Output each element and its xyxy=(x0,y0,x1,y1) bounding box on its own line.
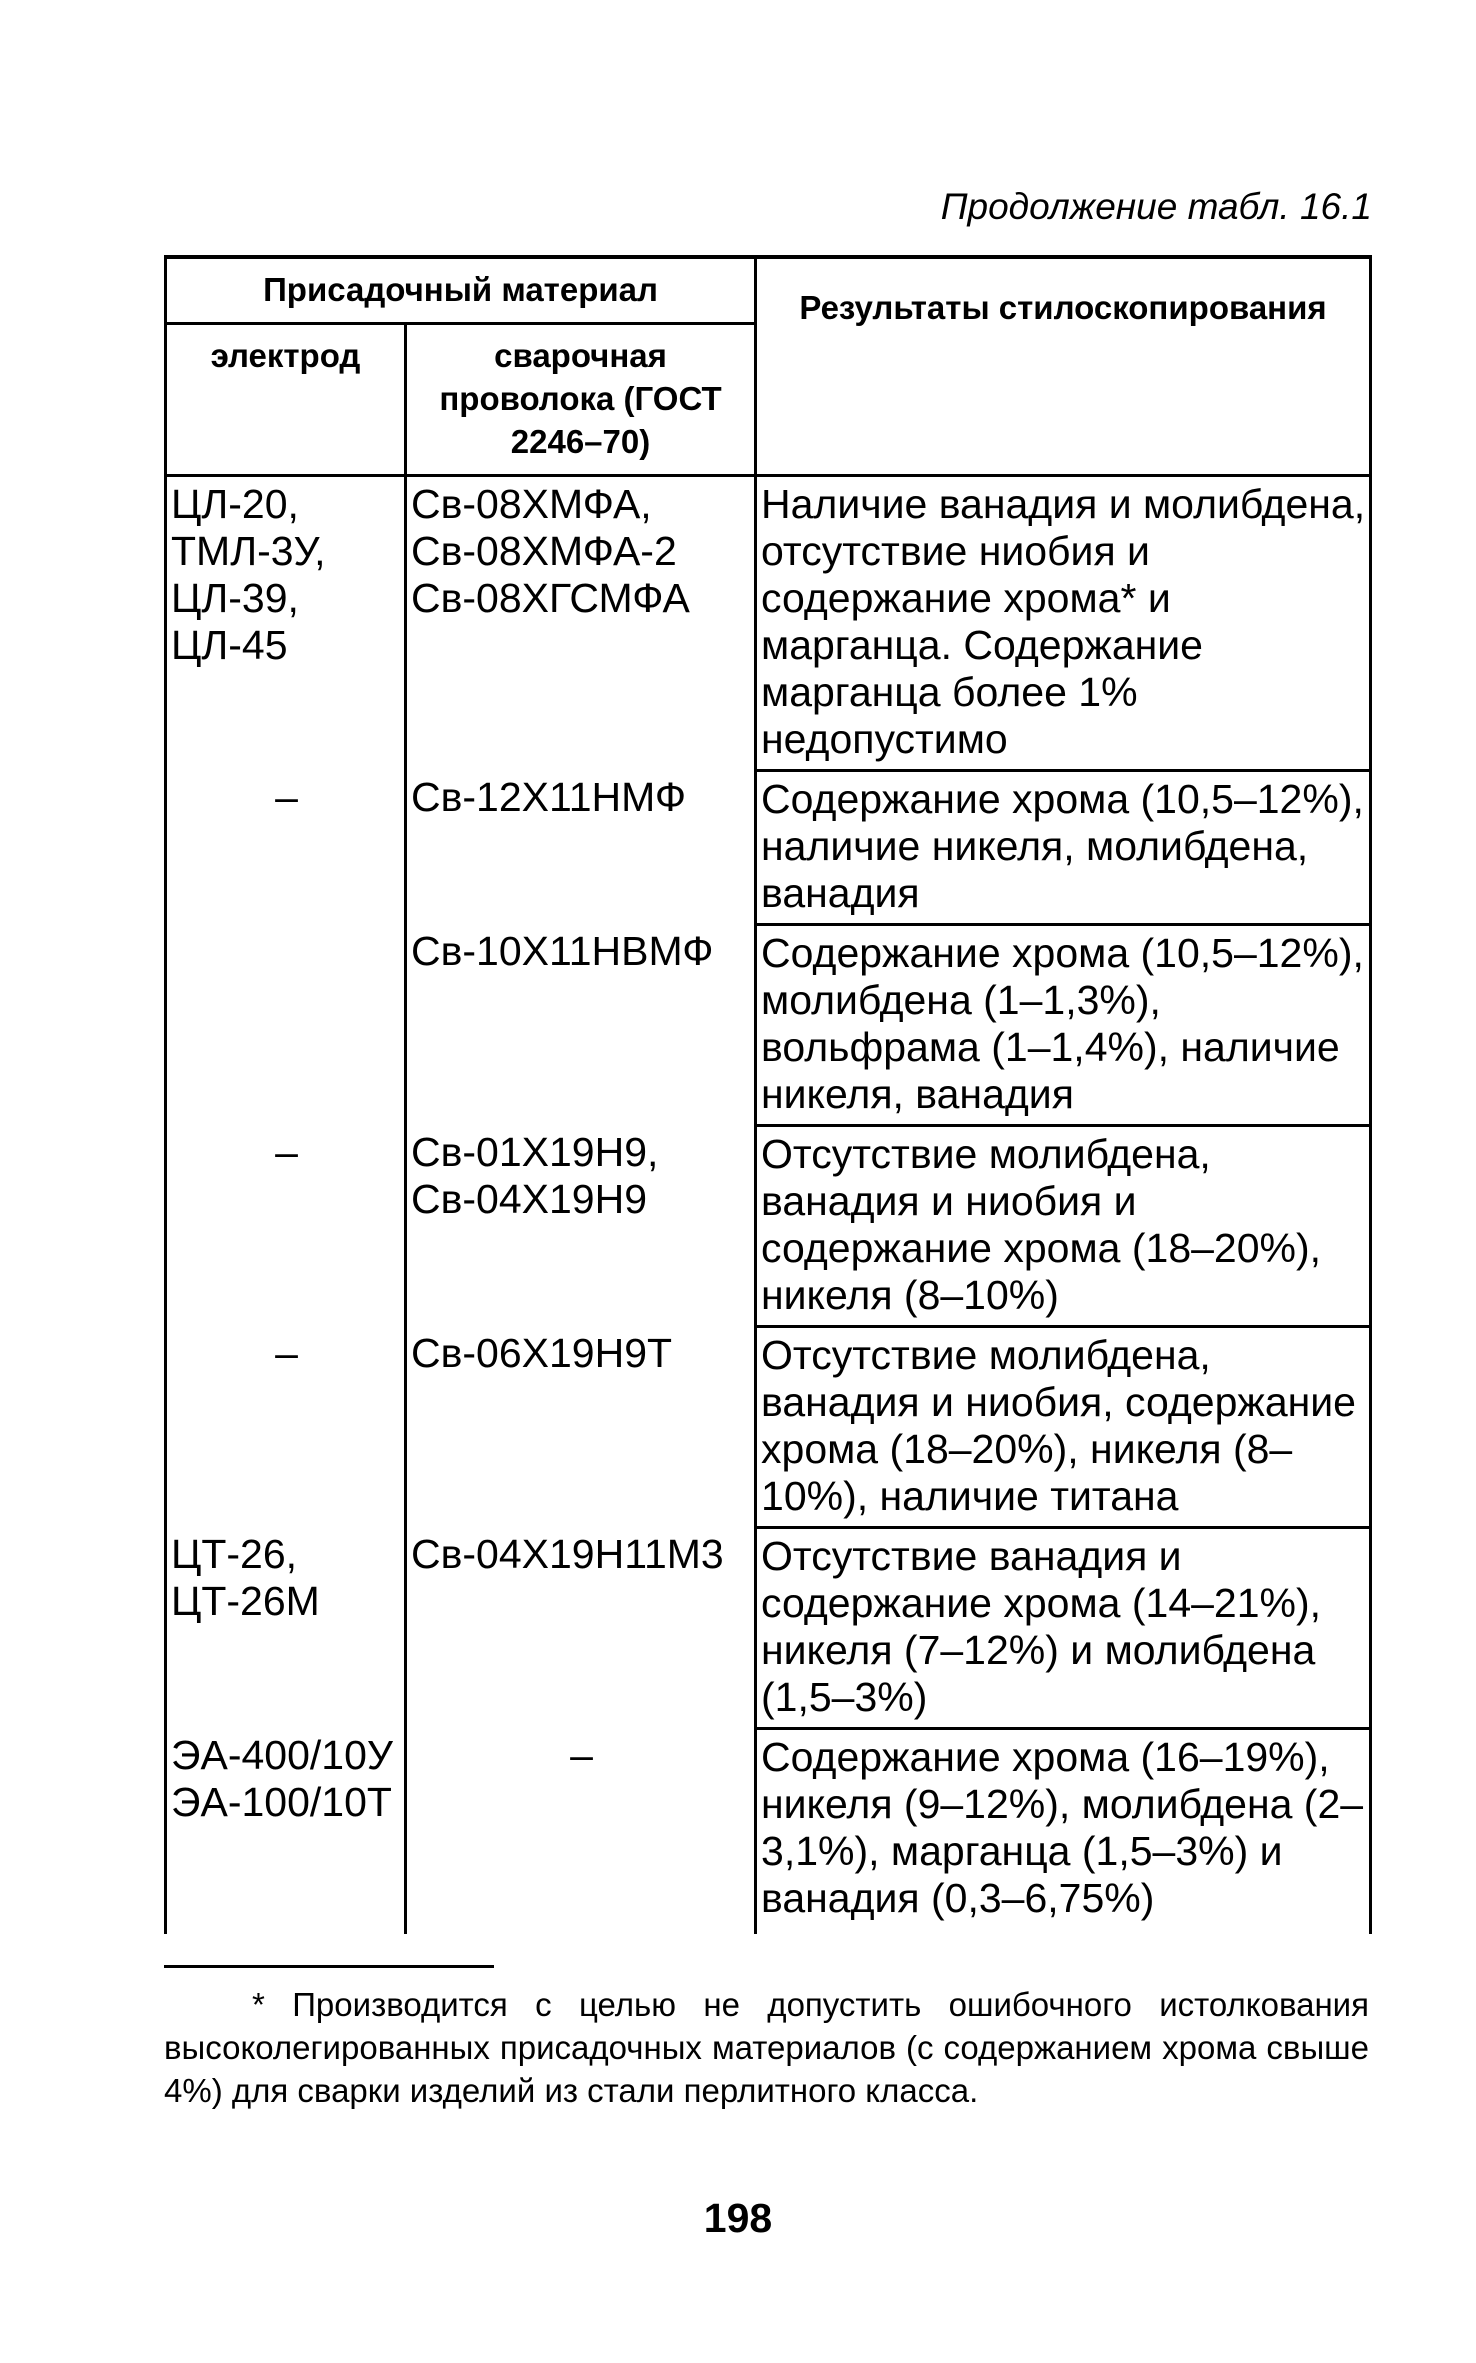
cell-result: Наличие ванадия и молибдена, отсутствие ниобия и содержание хрома* и марганца. Содержание марганца более 1% недопустимо xyxy=(756,475,1371,770)
table-row xyxy=(166,770,1371,924)
table-row xyxy=(166,1527,1371,1728)
cell-wire: Св-01Х19Н9, Св-04Х19Н9 xyxy=(406,1125,756,1326)
cell-electrode xyxy=(166,924,406,1125)
cell-result: Отсутствие молибдена, ванадия и ниобия, содержание хрома (18–20%), никеля (8–10%), наличие титана xyxy=(756,1326,1371,1527)
footnote: * Производится с целью не допустить ошибочного истолкования высоколегированных присадочных материалов (с содержанием хрома свыше 4%) для сварки изделий из стали перлитного класса. xyxy=(164,1986,1369,2109)
table-row xyxy=(166,1125,1371,1326)
header-filler-material: Присадочный материал xyxy=(166,257,756,323)
cell-electrode: – xyxy=(166,770,406,924)
cell-electrode: ЭА-400/10У ЭА-100/10Т xyxy=(166,1728,406,1934)
cell-result: Содержание хрома (16–19%), никеля (9–12%), молибдена (2–3,1%), марганца (1,5–3%) и ванадия (0,3–6,75%) xyxy=(756,1728,1371,1934)
header-results: Результаты стилоскопирования xyxy=(756,257,1371,475)
cell-electrode: – xyxy=(166,1326,406,1527)
cell-result: Содержание хрома (10,5–12%), наличие никеля, молибдена, ванадия xyxy=(756,770,1371,924)
table-row xyxy=(166,1326,1371,1527)
header-wire: сварочная проволока (ГОСТ 2246–70) xyxy=(406,323,756,475)
cell-result: Отсутствие ванадия и содержание хрома (14–21%), никеля (7–12%) и молибдена (1,5–3%) xyxy=(756,1527,1371,1728)
cell-electrode: ЦТ-26, ЦТ-26М xyxy=(166,1527,406,1728)
cell-wire: Св-08ХМФА, Св-08ХМФА-2 Св-08ХГСМФА xyxy=(406,475,756,770)
table-row xyxy=(166,475,1371,770)
cell-wire: Св-10Х11НВМФ xyxy=(406,924,756,1125)
table-caption: Продолжение табл. 16.1 xyxy=(940,186,1372,227)
page-number: 198 xyxy=(703,2195,773,2241)
cell-wire: – xyxy=(406,1728,756,1934)
cell-result: Отсутствие молибдена, ванадия и ниобия и содержание хрома (18–20%), никеля (8–10%) xyxy=(756,1125,1371,1326)
header-electrode: электрод xyxy=(166,323,406,475)
cell-electrode: ЦЛ-20, ТМЛ-3У, ЦЛ-39, ЦЛ-45 xyxy=(166,475,406,770)
cell-wire: Св-12Х11НМФ xyxy=(406,770,756,924)
cell-electrode: – xyxy=(166,1125,406,1326)
table-row xyxy=(166,924,1371,1125)
materials-table xyxy=(164,255,1372,1934)
footnote-divider xyxy=(164,1965,494,1968)
cell-result: Содержание хрома (10,5–12%), молибдена (1–1,3%), вольфрама (1–1,4%), наличие никеля, ванадия xyxy=(756,924,1371,1125)
cell-wire: Св-04Х19Н11М3 xyxy=(406,1527,756,1728)
table-row xyxy=(166,1728,1371,1934)
cell-wire: Св-06Х19Н9Т xyxy=(406,1326,756,1527)
